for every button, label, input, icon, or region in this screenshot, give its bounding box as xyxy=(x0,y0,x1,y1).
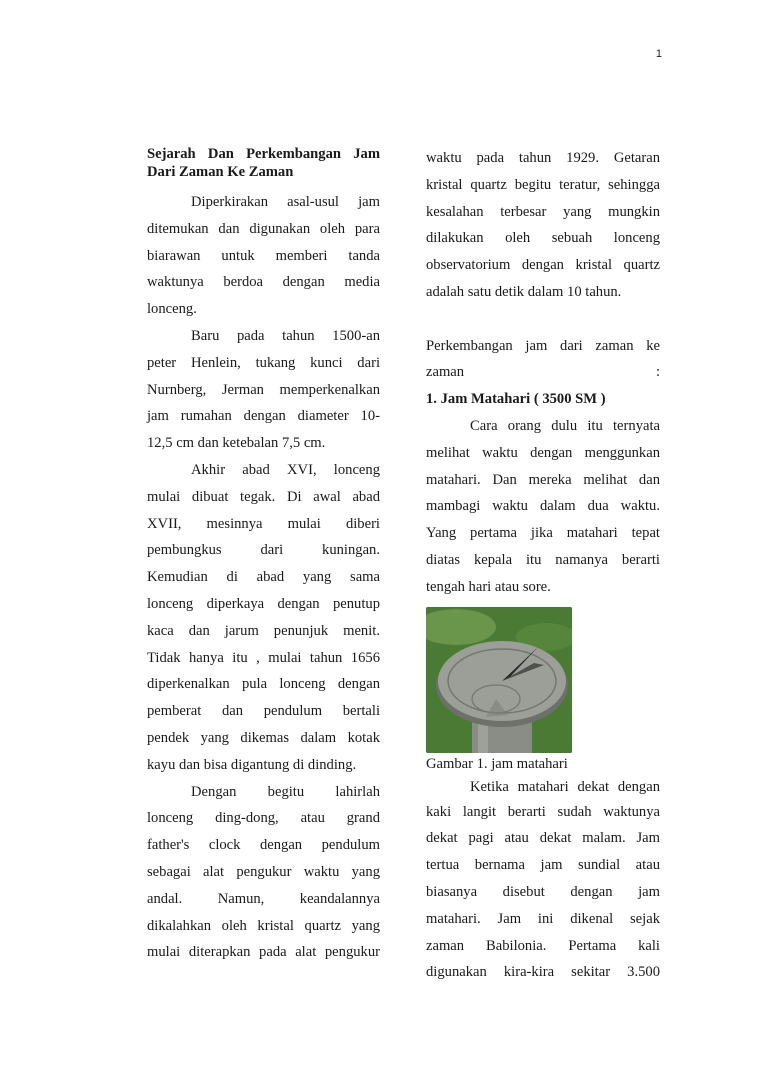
text-line: mulai dibuat tegak. Di awal abad xyxy=(147,488,380,505)
text-line: Kemudian di abad yang sama xyxy=(147,569,380,586)
section-intro-line: Perkembangan jam dari zaman ke xyxy=(426,337,660,354)
text-line: digunakan kira-kira sekitar 3.500 xyxy=(426,964,660,981)
text-line: ditemukan dan digunakan oleh para xyxy=(147,220,380,237)
text-line: pemberat dan pendulum bertali xyxy=(147,703,380,720)
text-line: observatorium dengan kristal quartz xyxy=(426,257,660,274)
text-line: peter Henlein, tukang kunci dari xyxy=(147,354,380,371)
text-line: andal. Namun, keandalannya xyxy=(147,890,380,907)
text-line: Dengan begitu lahirlah xyxy=(191,783,380,800)
text-line: lonceng. xyxy=(147,301,197,318)
text-line: diperkenalkan pula lonceng dengan xyxy=(147,676,380,693)
text-line: kayu dan bisa digantung di dinding. xyxy=(147,756,357,773)
title-line: Dari Zaman Ke Zaman xyxy=(147,164,294,180)
text-line: pendek yang dikemas dalam kotak xyxy=(147,729,380,746)
paragraph-gap xyxy=(426,306,660,333)
text-line: Baru pada tahun 1500-an xyxy=(191,327,380,344)
text-line: father's clock dengan pendulum xyxy=(147,837,380,854)
text-line: biasanya disebut dengan jam xyxy=(426,883,660,900)
text-line: Cara orang dulu itu ternyata xyxy=(470,417,660,434)
text-line: pembungkus dari kuningan. xyxy=(147,542,380,559)
text-line: mulai diterapkan pada alat pengukur xyxy=(147,944,380,961)
sundial-image xyxy=(426,607,572,753)
text-line: kaki langit berarti sudah waktunya xyxy=(426,803,660,820)
text-line: jam rumahan dengan diameter 10- xyxy=(147,408,380,425)
text-line: mambagi waktu dalam dua waktu. xyxy=(426,498,660,515)
section-intro-colon: : xyxy=(655,364,660,381)
text-line: waktunya berdoa dengan media xyxy=(147,274,380,291)
text-line: dekat pagi atau dekat malam. Jam xyxy=(426,830,660,847)
text-line: Tidak hanya itu , mulai tahun 1656 xyxy=(147,649,380,666)
section-intro-word: zaman xyxy=(426,364,465,381)
text-line: adalah satu detik dalam 10 tahun. xyxy=(426,283,622,300)
text-line: kristal quartz begitu teratur, sehingga xyxy=(426,176,660,193)
figure-caption: Gambar 1. jam matahari xyxy=(426,755,568,772)
text-line: kesalahan terbesar yang mungkin xyxy=(426,203,660,220)
text-line: Ketika matahari dekat dengan xyxy=(470,778,660,795)
text-line: Diperkirakan asal-usul jam xyxy=(191,194,380,210)
text-line: dikalahkan oleh kristal quartz yang xyxy=(147,917,380,934)
text-line: matahari. Jam ini dikenal sejak xyxy=(426,910,660,927)
text-line: 12,5 cm dan ketebalan 7,5 cm. xyxy=(147,435,326,452)
text-line: zaman Babilonia. Pertama kali xyxy=(426,937,660,954)
page-number: 1 xyxy=(655,48,662,60)
text-line: waktu pada tahun 1929. Getaran xyxy=(426,150,660,166)
left-column xyxy=(147,145,380,966)
text-line: XVII, mesinnya mulai diberi xyxy=(147,515,380,532)
text-line: lonceng diperkaya dengan penutup xyxy=(147,595,380,612)
text-line: kaca dan jarum penunjuk menit. xyxy=(147,622,380,639)
text-line: sebagai alat pengukur waktu yang xyxy=(147,863,380,880)
text-line: biarawan untuk memberi tanda xyxy=(147,247,380,264)
section-intro-line xyxy=(426,359,660,386)
section-heading: 1. Jam Matahari ( 3500 SM ) xyxy=(426,391,606,408)
sundial-photo xyxy=(426,607,572,753)
text-line: Nurnberg, Jerman memperkenalkan xyxy=(147,381,380,398)
text-line: lonceng ding-dong, atau grand xyxy=(147,810,380,827)
text-line: Yang pertama jika matahari tepat xyxy=(426,525,660,542)
article-title xyxy=(147,145,380,181)
text-line: matahari. Dan mereka melihat dan xyxy=(426,471,660,488)
title-line: Sejarah Dan Perkembangan Jam xyxy=(147,146,380,162)
text-line: Akhir abad XVI, lonceng xyxy=(191,461,380,478)
text-line: tengah hari atau sore. xyxy=(426,578,551,595)
text-line: tertua bernama jam sundial atau xyxy=(426,857,660,874)
text-line: dilakukan oleh sebuah lonceng xyxy=(426,230,660,247)
right-column xyxy=(426,145,660,986)
text-line: diatas kepala itu namanya berarti xyxy=(426,551,660,568)
text-line: melihat waktu dengan menggunkan xyxy=(426,444,660,461)
